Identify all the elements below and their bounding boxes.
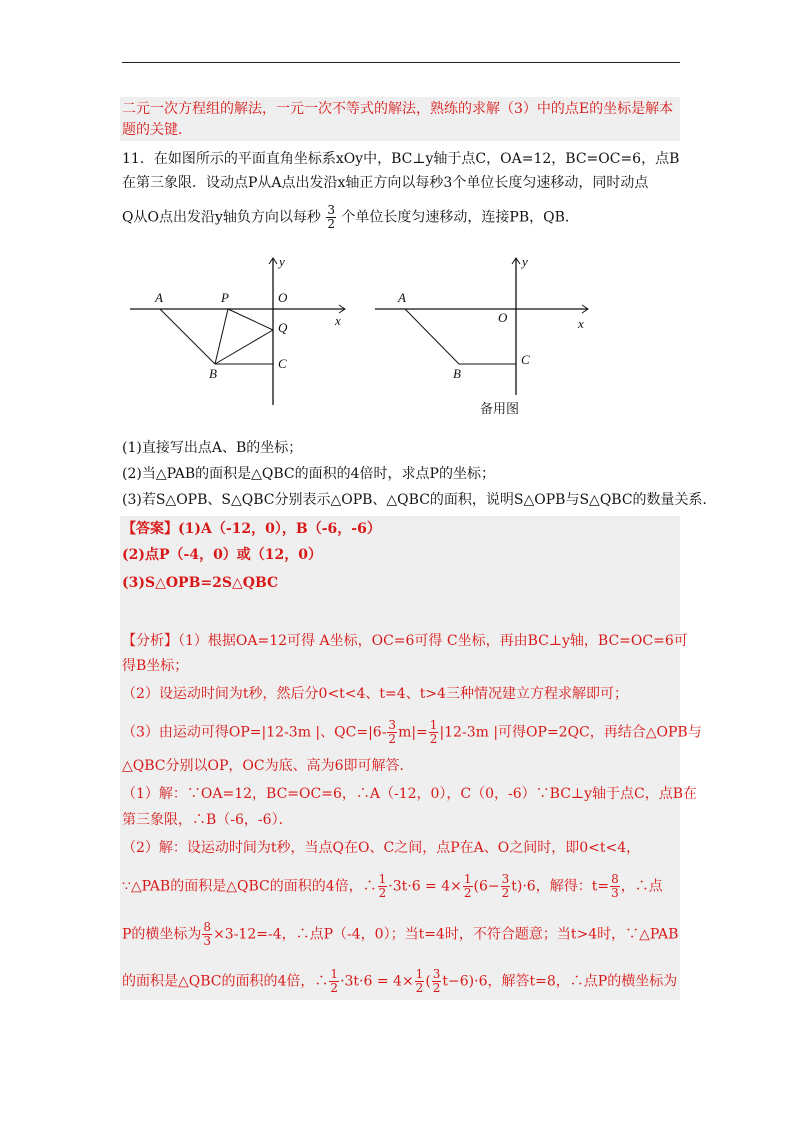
fraction-1-2d bbox=[463, 873, 473, 900]
analysis-line-10 bbox=[122, 921, 678, 948]
fig1-label-p: P bbox=[221, 290, 229, 305]
figure-1 bbox=[125, 250, 355, 410]
answer-2: (2)点P（-4，0）或（12，0） bbox=[122, 547, 323, 563]
frac-num: 1 bbox=[429, 718, 438, 732]
fig1-label-x: x bbox=[335, 313, 341, 328]
frac-den: 2 bbox=[388, 732, 397, 746]
analysis-line-11 bbox=[122, 968, 677, 995]
fig2-label-x: x bbox=[578, 316, 584, 331]
frac-den: 2 bbox=[327, 217, 335, 231]
fraction-1-2e bbox=[329, 968, 339, 995]
question-line-1: 11．在如图所示的平面直角坐标系xOy中，BC⊥y轴于点C，OA=12，BC=OC=6，点B bbox=[122, 151, 680, 167]
frac-num: 8 bbox=[611, 872, 619, 886]
answer-1: 【答案】(1)A（-12，0），B（-6，-6） bbox=[122, 521, 381, 537]
analysis-line-6: （1）解：∵OA=12，BC=OC=6，∴A（-12，0），C（0，-6）∵BC⊥y轴于点C，点B在 bbox=[122, 786, 698, 802]
analysis-4-post: |12-3m |可得OP=2QC，再结合△OPB与 bbox=[439, 724, 702, 741]
fig1-label-y: y bbox=[279, 254, 285, 269]
analysis-4-mid: m|= bbox=[398, 724, 428, 741]
frac-num: 3 bbox=[432, 967, 441, 981]
analysis-line-1: 【分析】（1）根据OA=12可得 A坐标，OC=6可得 C坐标，再由BC⊥y轴，BC=OC=6可 bbox=[122, 633, 688, 649]
question-part-1: (1)直接写出点A、B的坐标； bbox=[122, 440, 303, 456]
fig1-label-b: B bbox=[209, 366, 217, 381]
frac-den: 2 bbox=[501, 886, 510, 900]
fig1-label-q: Q bbox=[278, 320, 288, 335]
analysis-10-pre: P的横坐标为 bbox=[122, 926, 202, 943]
analysis-10-post: ×3-12=-4，∴点P（-4，0）；当t=4时，不符合题意；当t>4时，∵△PAB bbox=[213, 926, 679, 943]
frac-num: 1 bbox=[463, 872, 472, 886]
analysis-line-8: （2）解：设运动时间为t秒，当点Q在O、C之间，点P在A、O之间时，即0<t<4， bbox=[122, 840, 641, 856]
fraction-3-2c bbox=[501, 873, 511, 900]
top-line-1: 二元一次方程组的解法，一元一次不等式的解法，熟练的求解（3）中的点E的坐标是解本 bbox=[122, 101, 674, 117]
question-line-3 bbox=[122, 204, 579, 231]
fig2-label-a: A bbox=[398, 290, 406, 305]
question-part-2: (2)当△PAB的面积是△QBC的面积的4倍时，求点P的坐标； bbox=[122, 466, 495, 482]
question-line-3-post: 个单位长度匀速移动，连接PB，QB． bbox=[341, 209, 579, 226]
analysis-9-eq: ·3t·6 = 4× bbox=[388, 878, 462, 895]
frac-den: 2 bbox=[330, 981, 339, 995]
analysis-line-4 bbox=[122, 719, 702, 746]
frac-num: 1 bbox=[415, 967, 424, 981]
fraction-1-2c bbox=[378, 873, 388, 900]
fig1-label-a: A bbox=[155, 290, 163, 305]
fraction-1-2f bbox=[415, 968, 425, 995]
frac-num: 3 bbox=[327, 203, 335, 217]
fig1-label-c: C bbox=[278, 356, 287, 371]
frac-den: 2 bbox=[378, 886, 387, 900]
analysis-11-eq: ·3t·6 = 4× bbox=[340, 973, 414, 990]
analysis-4-pre: （3）由运动可得OP=|12-3m |、QC=|6- bbox=[122, 724, 387, 741]
question-line-2: 在第三象限．设动点P从A点出发沿x轴正方向以每秒3个单位长度匀速移动，同时动点 bbox=[122, 175, 649, 191]
frac-den: 2 bbox=[463, 886, 472, 900]
fig1-segment-bq bbox=[215, 330, 273, 364]
analysis-9-end: ，∴点 bbox=[620, 878, 663, 895]
analysis-9-pre: ∵△PAB的面积是△QBC的面积的4倍，∴ bbox=[122, 878, 377, 895]
analysis-11-eq2: ( bbox=[425, 973, 431, 990]
fig1-segment-pb bbox=[215, 309, 228, 364]
question-line-3-pre: Q从O点出发沿y轴负方向以每秒 bbox=[122, 209, 321, 226]
fig2-label-b: B bbox=[453, 366, 461, 381]
frac-den: 3 bbox=[611, 886, 619, 900]
header-rule bbox=[122, 62, 680, 63]
analysis-line-3: （2）设运动时间为t秒，然后分0<t<4、t=4、t>4三种情况建立方程求解即可； bbox=[122, 686, 628, 702]
analysis-line-5: △QBC分别以OP，OC为底、高为6即可解答． bbox=[122, 758, 414, 774]
analysis-11-pre: 的面积是△QBC的面积的4倍，∴ bbox=[122, 973, 329, 990]
fraction-3-2d bbox=[432, 968, 442, 995]
analysis-line-9 bbox=[122, 873, 663, 900]
fig2-label-o: O bbox=[498, 310, 508, 325]
fraction-8-3 bbox=[610, 873, 620, 900]
frac-num: 1 bbox=[378, 872, 387, 886]
analysis-line-7: 第三象限，∴B（-6，-6）． bbox=[122, 812, 293, 828]
question-part-3: (3)若S△OPB、S△QBC分别表示△OPB、△QBC的面积，说明S△OPB与S△QBC的数量关系． bbox=[122, 492, 717, 508]
frac-num: 3 bbox=[501, 872, 510, 886]
fig1-segment-pq bbox=[228, 309, 273, 330]
figure-2 bbox=[370, 250, 600, 420]
frac-den: 3 bbox=[203, 934, 212, 948]
frac-num: 1 bbox=[330, 967, 339, 981]
frac-num: 3 bbox=[388, 718, 397, 732]
fig1-label-o: O bbox=[278, 290, 288, 305]
fraction-3-2b bbox=[387, 719, 397, 746]
fraction-8-3b bbox=[202, 921, 212, 948]
top-line-2: 题的关键． bbox=[122, 122, 192, 138]
answer-3: (3)S△OPB=2S△QBC bbox=[122, 575, 279, 591]
analysis-11-post: ，解答t=8，∴点P的横坐标为 bbox=[487, 973, 678, 990]
fig2-label-y: y bbox=[522, 254, 528, 269]
frac-num: 8 bbox=[203, 920, 212, 934]
analysis-line-2: 得B坐标； bbox=[122, 658, 189, 674]
fig2-caption: 备用图 bbox=[480, 402, 520, 417]
fraction-1-2 bbox=[429, 719, 439, 746]
analysis-9-post: ，解得：t= bbox=[535, 878, 610, 895]
fraction-3-2 bbox=[326, 204, 336, 231]
frac-den: 2 bbox=[432, 981, 441, 995]
fig2-label-c: C bbox=[521, 352, 530, 367]
analysis-11-eq3: t−6)·6 bbox=[442, 973, 488, 990]
analysis-9-eq2: (6− bbox=[473, 878, 500, 895]
frac-den: 2 bbox=[415, 981, 424, 995]
frac-den: 2 bbox=[429, 732, 438, 746]
analysis-9-eq3: t)·6 bbox=[511, 878, 536, 895]
